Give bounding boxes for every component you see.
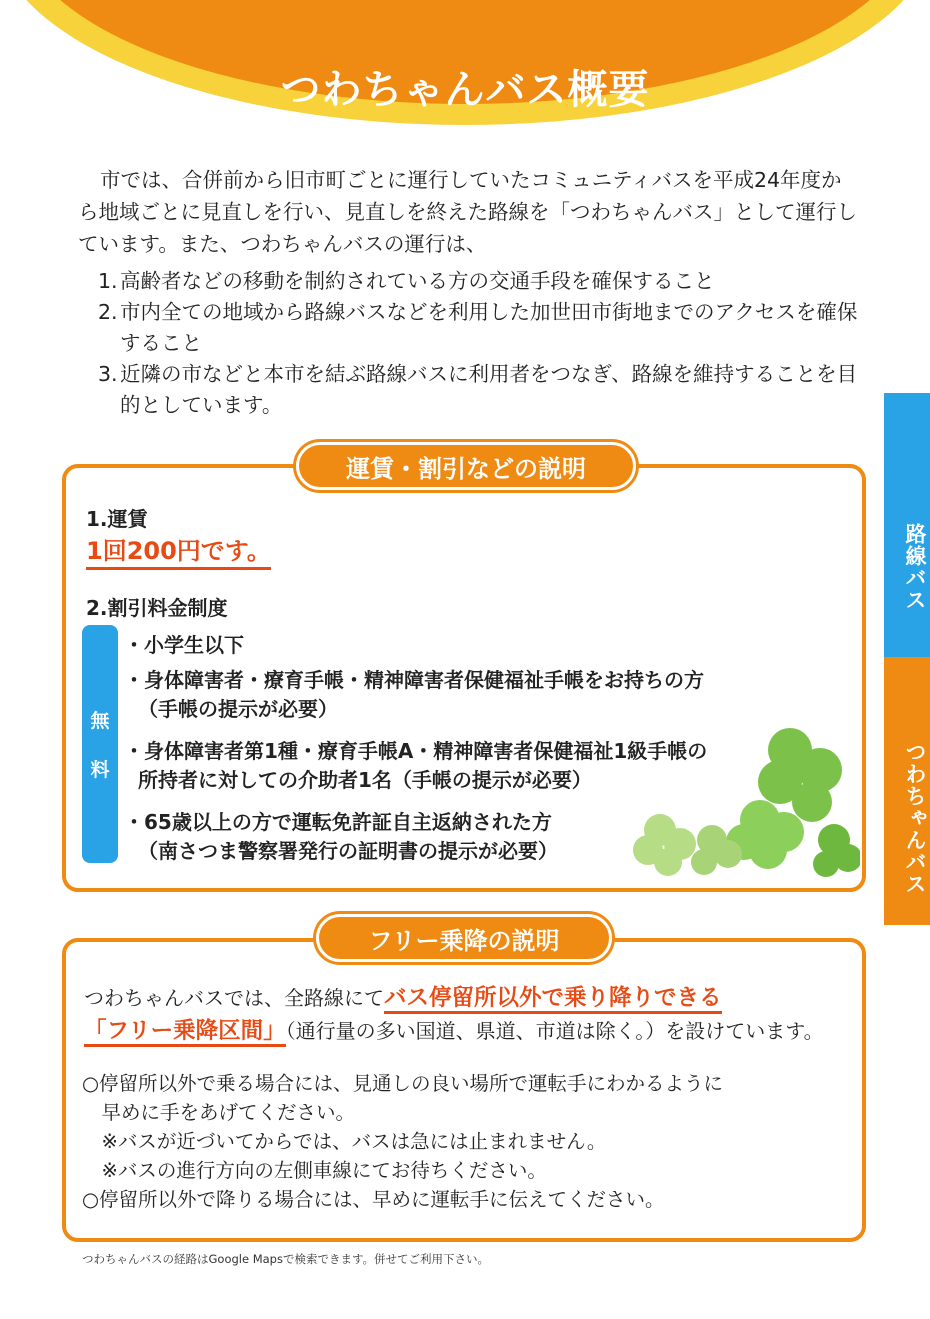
note-line: ○停留所以外で乗る場合には、見通しの良い場所で運転手にわかるように xyxy=(82,1072,724,1095)
goal-number: 1. xyxy=(98,269,118,293)
goal-text: 市内全ての地域から路線バスなどを利用した加世田市街地までのアクセスを確保すること xyxy=(120,300,858,355)
free-line2-highlight: 「フリー乗降区間」 xyxy=(84,1018,286,1047)
condition-subline: （手帳の提示が必要） xyxy=(138,697,338,721)
free-badge-char: 料 xyxy=(90,759,110,781)
fare-value: 1回200円です。 xyxy=(86,536,271,570)
note-line: 早めに手をあげてください。 xyxy=(82,1101,356,1124)
goal-number: 3. xyxy=(98,362,118,386)
condition-line: ・小学生以下 xyxy=(124,633,244,657)
free-badge xyxy=(82,625,118,863)
tab-tsuwachan-bus[interactable]: つわちゃんバス xyxy=(884,657,930,925)
goal-item xyxy=(98,266,858,297)
note-line: ※バスの進行方向の左側車線にてお待ちください。 xyxy=(82,1159,547,1182)
clover-icon xyxy=(633,814,696,876)
free-badge-char: 無 xyxy=(90,710,110,732)
condition-item xyxy=(124,808,558,866)
free-line1-prefix: つわちゃんバスでは、全路線にて xyxy=(84,986,384,1010)
goals-list xyxy=(98,266,858,421)
clover-decoration xyxy=(620,720,860,880)
note-line: ※バスが近づいてからでは、バスは急には止まれません。 xyxy=(82,1130,607,1153)
condition-item xyxy=(124,666,704,724)
free-line1-highlight: バス停留所以外で乗り降りできる xyxy=(384,985,722,1014)
intro-paragraph: 市では、合併前から旧市町ごとに運行していたコミュニティバスを平成24年度から地域ごとに見直しを行い、見直しを終えた路線を「つわちゃんバス」として運行しています。また、つわちゃんバスの運行は、 xyxy=(78,168,857,256)
intro-text xyxy=(78,164,858,260)
goal-item xyxy=(98,297,858,359)
goal-item xyxy=(98,359,858,421)
condition-line: ・65歳以上の方で運転免許証自主返納された方 xyxy=(124,810,552,834)
free-boarding-notes xyxy=(82,1069,842,1214)
condition-line: ・身体障害者・療育手帳・精神障害者保健福祉手帳をお持ちの方 xyxy=(124,668,704,692)
condition-subline: 所持者に対しての介助者1名（手帳の提示が必要） xyxy=(138,768,592,792)
page-title: つわちゃんバス概要 xyxy=(280,67,650,113)
fare-heading: 運賃・割引などの説明 xyxy=(296,442,636,490)
free-boarding-heading: フリー乗降の説明 xyxy=(316,914,612,962)
free-line2-suffix: （通行量の多い国道、県道、市道は除く。）を設けています。 xyxy=(285,1019,824,1043)
footer-note: つわちゃんバスの経路はGoogle Mapsで検索できます。併せてご利用下さい。 xyxy=(82,1252,490,1266)
clover-icon xyxy=(813,824,860,877)
goal-text: 近隣の市などと本市を結ぶ路線バスに利用者をつなぎ、路線を維持することを目的としています。 xyxy=(120,362,858,417)
free-boarding-line2 xyxy=(84,1016,824,1046)
note-line: ○停留所以外で降りる場合には、早めに運転手に伝えてください。 xyxy=(82,1188,665,1211)
tab-route-bus[interactable]: 路線バス xyxy=(884,393,930,657)
condition-item xyxy=(124,631,244,660)
free-boarding-line1 xyxy=(84,983,722,1013)
condition-subline: （南さつま警察署発行の証明書の提示が必要） xyxy=(138,839,558,863)
goal-text: 高齢者などの移動を制約されている方の交通手段を確保すること xyxy=(120,269,715,293)
fare-label: 1.運賃 xyxy=(86,507,148,531)
discount-label: 2.割引料金制度 xyxy=(86,596,228,620)
goal-number: 2. xyxy=(98,300,118,324)
condition-line: ・身体障害者第1種・療育手帳A・精神障害者保健福祉1級手帳の xyxy=(124,739,708,763)
